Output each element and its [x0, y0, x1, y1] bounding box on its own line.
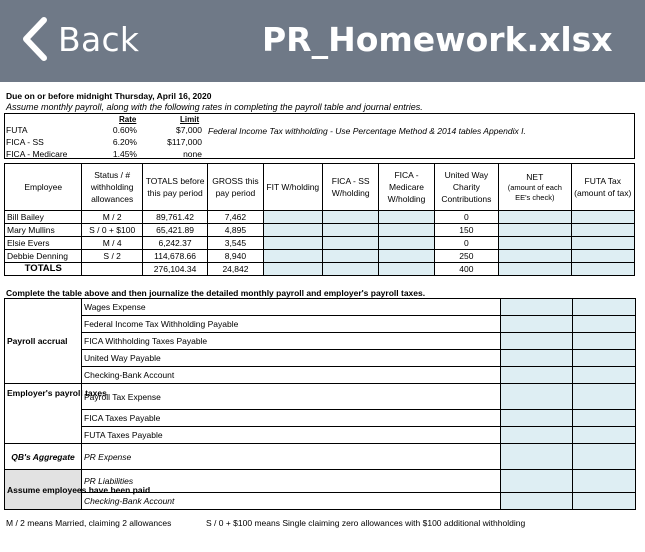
category-employer-taxes: Employer's payroll taxes [5, 384, 82, 444]
futa-cell[interactable] [571, 250, 634, 263]
debit-cell[interactable] [501, 367, 573, 384]
rate-label: FUTA [6, 125, 28, 135]
header-net-sub: (amount of each EE's check) [507, 183, 562, 203]
gross-cell[interactable]: 4,895 [208, 224, 263, 237]
totals-label: TOTALS [5, 263, 82, 276]
header-totals-before: TOTALS before this pay period [142, 164, 207, 211]
credit-cell[interactable] [573, 299, 636, 316]
net-cell[interactable] [499, 224, 571, 237]
fit-cell[interactable] [263, 250, 322, 263]
fica-ss-cell[interactable] [322, 250, 378, 263]
account-name[interactable]: Payroll Tax Expense [82, 384, 501, 410]
account-name[interactable]: PR Expense [82, 444, 501, 470]
credit-cell[interactable] [573, 333, 636, 350]
back-button[interactable] [22, 16, 139, 62]
totals-cell[interactable]: 276,104.34 [142, 263, 207, 276]
header-fica-ss: FICA - SS W/holding [322, 164, 378, 211]
united-way-cell[interactable]: 400 [434, 263, 498, 276]
journal-row [5, 316, 636, 333]
journal-row [5, 493, 636, 510]
status-cell[interactable]: S / 0 + $100 [82, 224, 142, 237]
table-row [5, 250, 635, 263]
account-name[interactable]: Federal Income Tax Withholding Payable [82, 316, 501, 333]
back-label: Back [58, 19, 140, 59]
account-name[interactable]: Checking-Bank Account [82, 367, 501, 384]
fica-medicare-cell[interactable] [379, 224, 434, 237]
journal-row [5, 470, 636, 493]
table-row [5, 211, 635, 224]
chevron-left-icon [22, 17, 48, 61]
debit-cell[interactable] [501, 316, 573, 333]
debit-cell[interactable] [501, 493, 573, 510]
credit-cell[interactable] [573, 410, 636, 427]
federal-withholding-note: Federal Income Tax withholding - Use Percentage Method & 2014 tables Appendix I. [208, 126, 526, 136]
credit-cell[interactable] [573, 350, 636, 367]
limit-value: none [183, 149, 202, 159]
rate-label: FICA - SS [6, 137, 44, 147]
header-gross: GROSS this pay period [208, 164, 263, 211]
journal-row [5, 367, 636, 384]
debit-cell[interactable] [501, 384, 573, 410]
united-way-cell[interactable]: 250 [434, 250, 498, 263]
futa-cell[interactable] [571, 211, 634, 224]
fica-ss-cell[interactable] [322, 263, 378, 276]
category-qb-aggregate: QB's Aggregate [5, 444, 82, 470]
fit-cell[interactable] [263, 263, 322, 276]
header-net [499, 164, 571, 211]
employee-name[interactable]: Debbie Denning [5, 250, 82, 263]
rate-label: FICA - Medicare [6, 149, 68, 159]
header-net-label: NET [526, 171, 544, 182]
credit-cell[interactable] [573, 493, 636, 510]
table-row [5, 224, 635, 237]
account-name[interactable]: Checking-Bank Account [82, 493, 501, 510]
document-title: PR_Homework.xlsx [262, 19, 613, 59]
futa-cell[interactable] [571, 263, 634, 276]
totals-cell[interactable]: 6,242.37 [142, 237, 207, 250]
fica-ss-cell[interactable] [322, 224, 378, 237]
totals-cell[interactable]: 65,421.89 [142, 224, 207, 237]
account-name[interactable]: FUTA Taxes Payable [82, 427, 501, 444]
account-name[interactable]: FICA Taxes Payable [82, 410, 501, 427]
header-fit: FIT W/holding [263, 164, 322, 211]
limit-value: $117,000 [167, 137, 202, 147]
united-way-cell[interactable]: 0 [434, 237, 498, 250]
header-futa: FUTA Tax (amount of tax) [571, 164, 634, 211]
payroll-table [4, 163, 635, 276]
fica-ss-cell[interactable] [322, 237, 378, 250]
united-way-cell[interactable]: 0 [434, 211, 498, 224]
rate-value: 6.20% [112, 137, 137, 147]
net-cell[interactable] [499, 263, 571, 276]
header-united-way: United Way Charity Contributions [434, 164, 498, 211]
credit-cell[interactable] [573, 470, 636, 493]
status-cell[interactable]: M / 2 [82, 211, 142, 224]
rates-box [4, 113, 635, 159]
status-cell[interactable] [82, 263, 142, 276]
journal-row [5, 444, 636, 470]
footnote-married: M / 2 means Married, claiming 2 allowances [6, 518, 172, 528]
category-payroll-accrual: Payroll accrual [5, 299, 82, 384]
table-row [5, 237, 635, 250]
futa-cell[interactable] [571, 224, 634, 237]
gross-cell[interactable]: 7,462 [208, 211, 263, 224]
journal-row [5, 384, 636, 410]
status-cell[interactable]: S / 2 [82, 250, 142, 263]
fica-medicare-cell[interactable] [379, 250, 434, 263]
fica-medicare-cell[interactable] [379, 263, 434, 276]
header-fica-medicare: FICA - Medicare W/holding [379, 164, 434, 211]
employee-name[interactable]: Mary Mullins [5, 224, 82, 237]
credit-cell[interactable] [573, 367, 636, 384]
fica-medicare-cell[interactable] [379, 237, 434, 250]
journal-row [5, 333, 636, 350]
futa-cell[interactable] [571, 237, 634, 250]
debit-cell[interactable] [501, 410, 573, 427]
rate-header: Rate [119, 115, 137, 124]
journal-table [4, 298, 636, 510]
category-assume-paid: Assume employees have been paid [5, 470, 82, 510]
journal-row [5, 299, 636, 316]
debit-cell[interactable] [501, 444, 573, 470]
assumption-text: Assume monthly payroll, along with the following rates in completing the payroll table and journal entries. [6, 102, 423, 112]
journal-row [5, 410, 636, 427]
nav-bar [0, 0, 645, 82]
employee-name[interactable]: Bill Bailey [5, 211, 82, 224]
header-status: Status / # withholding allowances [82, 164, 142, 211]
gross-cell[interactable]: 24,842 [208, 263, 263, 276]
fit-cell[interactable] [263, 211, 322, 224]
net-cell[interactable] [499, 211, 571, 224]
credit-cell[interactable] [573, 316, 636, 333]
united-way-cell[interactable]: 150 [434, 224, 498, 237]
credit-cell[interactable] [573, 444, 636, 470]
account-name[interactable]: Wages Expense [82, 299, 501, 316]
header-employee: Employee [5, 164, 82, 211]
fit-cell[interactable] [263, 224, 322, 237]
fica-medicare-cell[interactable] [379, 211, 434, 224]
debit-cell[interactable] [501, 350, 573, 367]
account-name[interactable]: PR Liabilities [82, 470, 501, 493]
debit-cell[interactable] [501, 470, 573, 493]
fit-cell[interactable] [263, 237, 322, 250]
debit-cell[interactable] [501, 299, 573, 316]
journal-row [5, 427, 636, 444]
rate-value: 1.45% [112, 149, 137, 159]
rate-value: 0.60% [112, 125, 137, 135]
credit-cell[interactable] [573, 384, 636, 410]
debit-cell[interactable] [501, 427, 573, 444]
due-date-text: Due on or before midnight Thursday, April 16, 2020 [6, 91, 212, 101]
debit-cell[interactable] [501, 333, 573, 350]
totals-cell[interactable]: 114,678.66 [142, 250, 207, 263]
account-name[interactable]: FICA Withholding Taxes Payable [82, 333, 501, 350]
totals-cell[interactable]: 89,761.42 [142, 211, 207, 224]
journal-row [5, 350, 636, 367]
gross-cell[interactable]: 8,940 [208, 250, 263, 263]
net-cell[interactable] [499, 250, 571, 263]
gross-cell[interactable]: 3,545 [208, 237, 263, 250]
journal-instructions: Complete the table above and then journalize the detailed monthly payroll and employer's payroll taxes. [6, 288, 426, 298]
account-name[interactable]: United Way Payable [82, 350, 501, 367]
credit-cell[interactable] [573, 427, 636, 444]
fica-ss-cell[interactable] [322, 211, 378, 224]
footnote-single: S / 0 + $100 means Single claiming zero allowances with $100 additional withholding [206, 518, 526, 528]
net-cell[interactable] [499, 237, 571, 250]
totals-row [5, 263, 635, 276]
spreadsheet-view[interactable] [0, 82, 645, 552]
limit-value: $7,000 [176, 125, 202, 135]
status-cell[interactable]: M / 4 [82, 237, 142, 250]
limit-header: Limit [180, 115, 200, 124]
employee-name[interactable]: Elsie Evers [5, 237, 82, 250]
